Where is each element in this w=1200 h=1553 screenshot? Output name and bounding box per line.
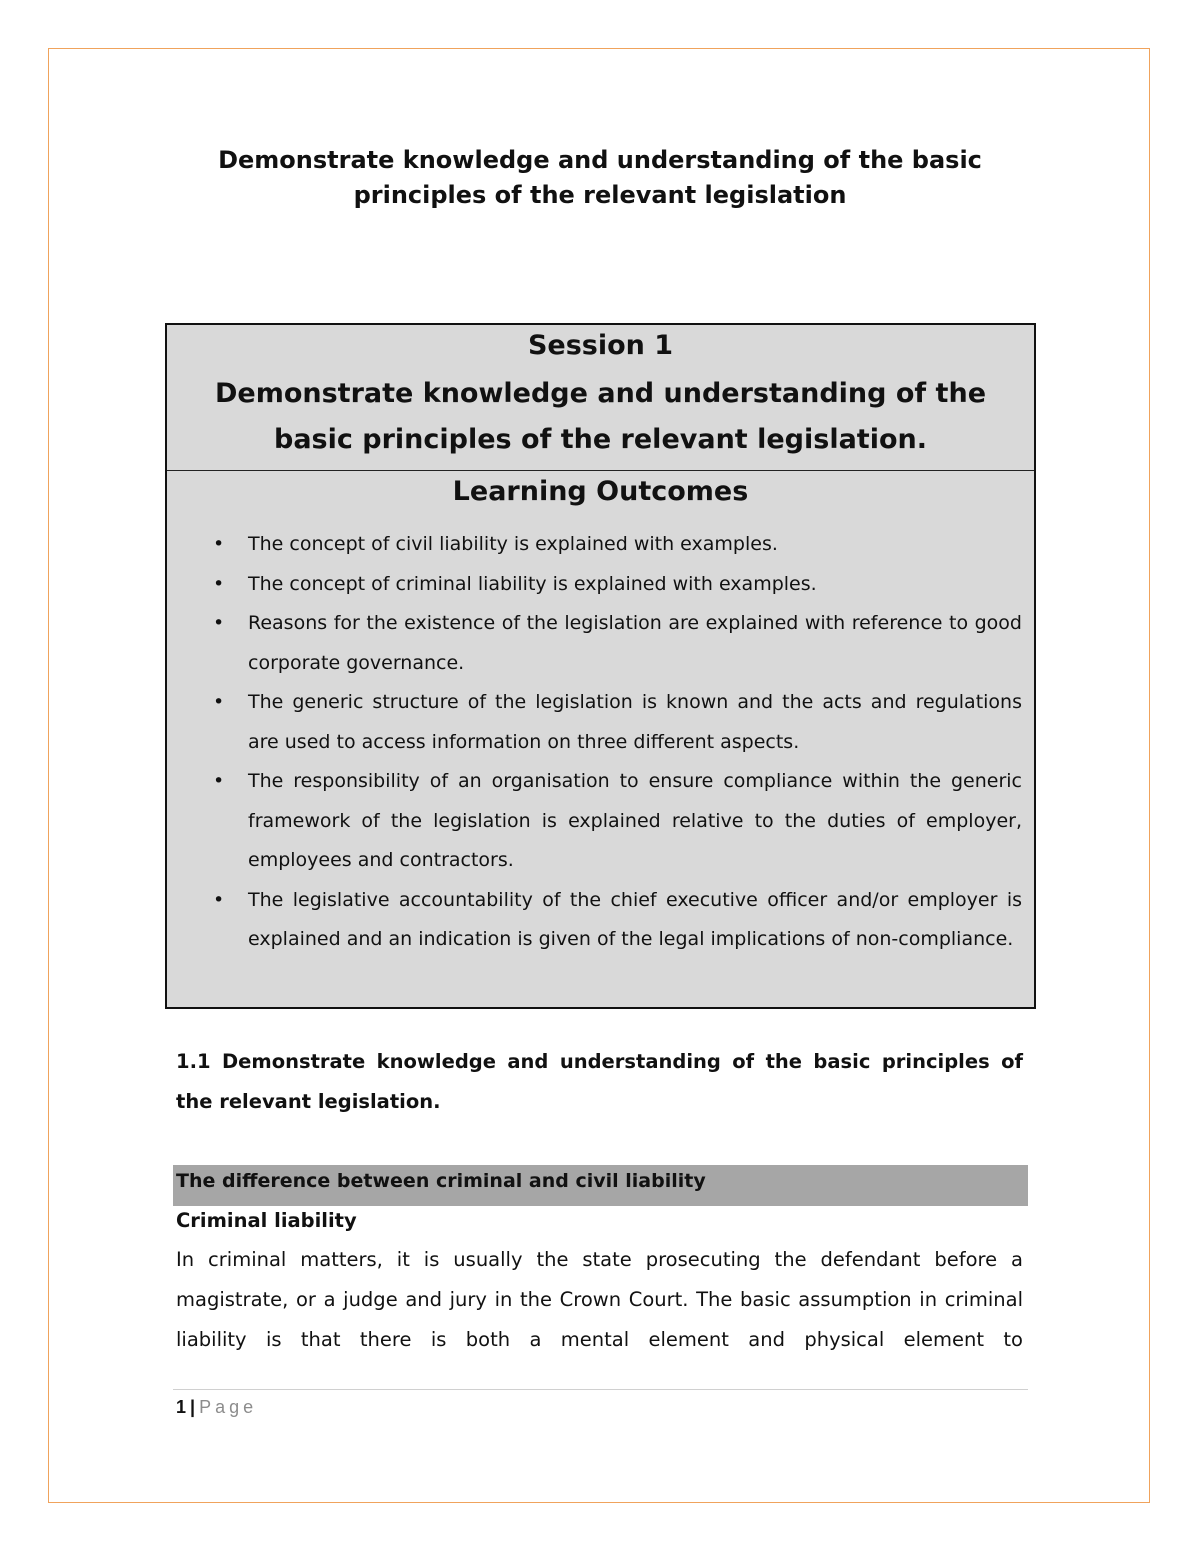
bullet-icon: • [213,770,225,792]
criminal-liability-heading: Criminal liability [176,1209,357,1232]
learning-outcome-item [167,565,1034,605]
learning-outcome-text: The legislative accountability of the chief executive officer and/or employer is explained and an indication is given of the legal implications of non-compliance. [248,888,1022,950]
bullet-icon: • [213,572,225,595]
section-band-heading: The difference between criminal and civil liability [173,1165,1028,1206]
session-title: Demonstrate knowledge and understanding of the basic principles of the relevant legislation. [214,378,987,455]
session-box [165,323,1036,1009]
learning-outcome-item [167,683,1034,762]
session-header [167,325,1034,471]
learning-outcome-item [167,604,1034,683]
bullet-icon: • [213,888,225,911]
learning-outcome-text: The concept of criminal liability is explained with examples. [248,572,817,595]
learning-outcomes-heading: Learning Outcomes [452,476,749,507]
bullet-icon: • [213,533,225,555]
learning-outcome-text: The concept of civil liability is explained with examples. [248,533,778,555]
learning-outcome-text: The responsibility of an organisation to ensure compliance within the generic framework of the legislation is explained relative to the duties of employer, employees and contractors. [248,770,1022,871]
page-number: 1 [176,1397,187,1417]
footer-divider [173,1389,1028,1390]
learning-outcomes-list [167,525,1034,960]
learning-outcome-item [167,762,1034,881]
section-subheading: 1.1 Demonstrate knowledge and understanding of the basic principles of the relevant legislation. [176,1050,1023,1113]
document-title: Demonstrate knowledge and understanding of the basic principles of the relevant legislation [218,146,982,209]
learning-outcome-text: The generic structure of the legislation is known and the acts and regulations are used to access information on three different aspects. [248,691,1022,753]
page-label: Page [199,1397,258,1417]
bullet-icon: • [213,691,225,713]
session-label: Session 1 [527,330,674,361]
criminal-liability-paragraph: In criminal matters, it is usually the state prosecuting the defendant before a magistrate, or a judge and jury in the Crown Court. The basic assumption in criminal liability is that there is both a mental element and physical element to [176,1248,1023,1351]
learning-outcome-text: Reasons for the existence of the legislation are explained with reference to good corporate governance. [248,612,1022,674]
footer-separator: | [190,1397,196,1417]
bullet-icon: • [213,612,225,634]
page-footer [176,1395,257,1419]
learning-outcome-item [167,881,1034,960]
learning-outcome-item [167,525,1034,565]
